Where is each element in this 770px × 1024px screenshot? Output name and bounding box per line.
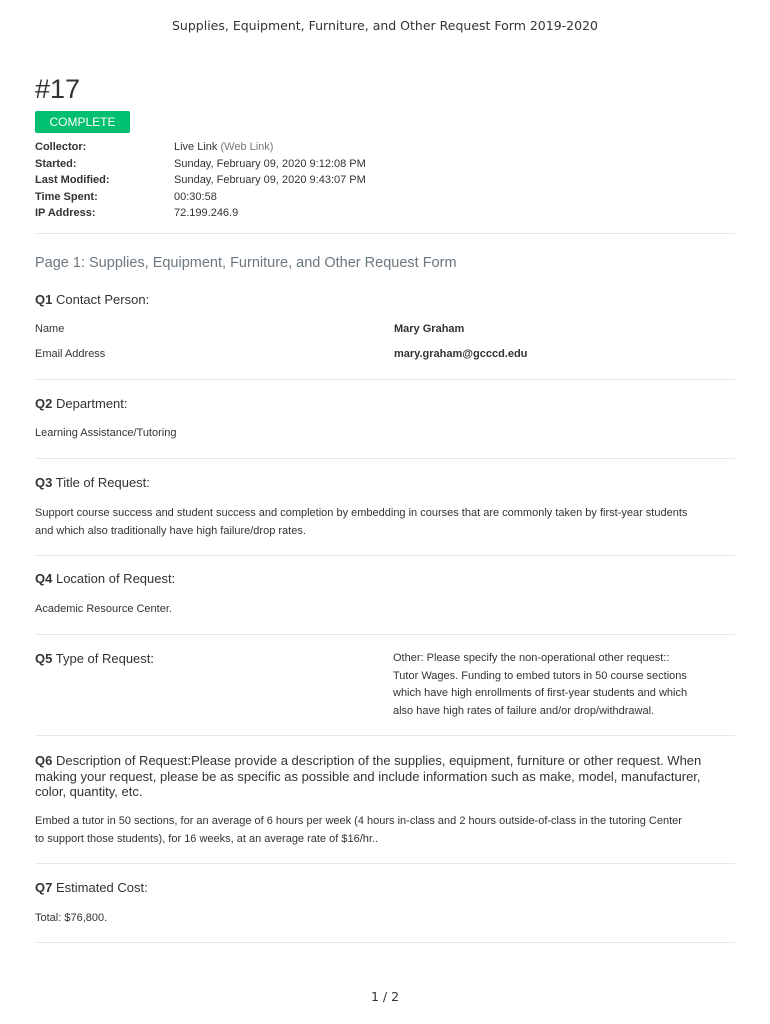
divider xyxy=(35,233,735,234)
question-text: Estimated Cost: xyxy=(55,880,148,895)
meta-ip-label: IP Address: xyxy=(35,207,96,219)
q1-name-label: Name xyxy=(35,323,65,335)
page-indicator: 1 / 2 xyxy=(370,989,400,1004)
meta-time-row xyxy=(35,189,366,206)
q6-answer xyxy=(35,813,735,848)
question-text: Description of Request:Please provide a description of the supplies, equipment, furniture or other request. When xyxy=(55,753,702,768)
q4-answer: Academic Resource Center. xyxy=(35,603,172,615)
divider xyxy=(35,942,735,943)
meta-time-label: Time Spent: xyxy=(35,190,98,203)
q5-answer-line: Tutor Wages. Funding to embed tutors in 50 course sections xyxy=(393,669,687,682)
divider xyxy=(35,555,735,556)
question-q5 xyxy=(35,651,154,667)
collector-type: (Web Link) xyxy=(220,141,274,153)
meta-collector-value xyxy=(174,139,273,156)
meta-time-value: 00:30:58 xyxy=(174,190,217,203)
question-text: Department: xyxy=(55,396,128,411)
question-q2 xyxy=(35,396,128,412)
meta-collector-label: Collector: xyxy=(35,141,87,153)
q1-name-value: Mary Graham xyxy=(394,323,465,335)
response-number: #17 xyxy=(35,74,81,104)
q6-text-line: color, quantity, etc. xyxy=(35,784,143,799)
q7-answer: Total: $76,800. xyxy=(35,912,108,924)
meta-ip-row xyxy=(35,205,366,222)
meta-started-label: Started: xyxy=(35,157,77,170)
q5-answer-line: which have high enrollments of first-year students and which xyxy=(393,687,688,699)
question-number: Q2 xyxy=(35,396,53,411)
question-number: Q7 xyxy=(35,880,53,895)
meta-ip-value: 72.199.246.9 xyxy=(174,207,239,219)
question-number: Q4 xyxy=(35,571,53,586)
question-q6 xyxy=(35,753,735,800)
collector-name: Live Link xyxy=(174,141,218,153)
q6-text-line xyxy=(35,753,735,769)
meta-modified-label: Last Modified: xyxy=(35,174,110,186)
divider xyxy=(35,458,735,459)
question-number: Q6 xyxy=(35,753,53,768)
divider xyxy=(35,634,735,635)
divider xyxy=(35,379,735,380)
q6-text-line: making your request, please be as specific as possible and include information such as make, model, manufacturer, xyxy=(35,768,701,784)
q5-answer-line: also have high rates of failure and/or drop/withdrawal. xyxy=(393,704,655,717)
q3-answer-line: and which also traditionally have high failure/drop rates. xyxy=(35,524,306,537)
q5-answer xyxy=(393,650,733,720)
question-text: Contact Person: xyxy=(55,292,150,307)
response-metadata xyxy=(35,139,366,222)
question-q1 xyxy=(35,292,149,308)
meta-collector-row xyxy=(35,139,366,156)
question-q3 xyxy=(35,475,150,491)
meta-modified-row xyxy=(35,172,366,189)
question-text: Location of Request: xyxy=(55,571,176,586)
q3-answer-line: Support course success and student success and completion by embedding in courses that are commonly taken by first-year students xyxy=(35,507,688,519)
question-text: Type of Request: xyxy=(55,651,155,666)
question-q7 xyxy=(35,880,148,896)
meta-started-row xyxy=(35,156,366,173)
q3-answer xyxy=(35,505,735,540)
q1-email-value: mary.graham@gcccd.edu xyxy=(394,348,528,360)
question-number: Q3 xyxy=(35,475,53,490)
question-number: Q1 xyxy=(35,292,53,307)
q2-answer: Learning Assistance/Tutoring xyxy=(35,427,177,439)
q6-answer-line: to support those students), for 16 weeks, at an average rate of $16/hr.. xyxy=(35,832,379,845)
question-text: Title of Request: xyxy=(55,475,150,490)
question-number: Q5 xyxy=(35,651,53,666)
q5-answer-line: Other: Please specify the non-operational other request:: xyxy=(393,652,670,664)
document-title: Supplies, Equipment, Furniture, and Other Request Form 2019-2020 xyxy=(172,18,598,33)
meta-modified-value: Sunday, February 09, 2020 9:43:07 PM xyxy=(174,174,366,186)
divider xyxy=(35,735,735,736)
meta-started-value: Sunday, February 09, 2020 9:12:08 PM xyxy=(174,157,366,170)
divider xyxy=(35,863,735,864)
status-badge: COMPLETE xyxy=(35,111,130,133)
q1-email-label: Email Address xyxy=(35,348,106,360)
question-q4 xyxy=(35,571,175,587)
page-title: Page 1: Supplies, Equipment, Furniture, and Other Request Form xyxy=(35,255,457,271)
q6-answer-line: Embed a tutor in 50 sections, for an average of 6 hours per week (4 hours in-class and 2 hours outside-of-class in the tutoring Center xyxy=(35,815,682,827)
